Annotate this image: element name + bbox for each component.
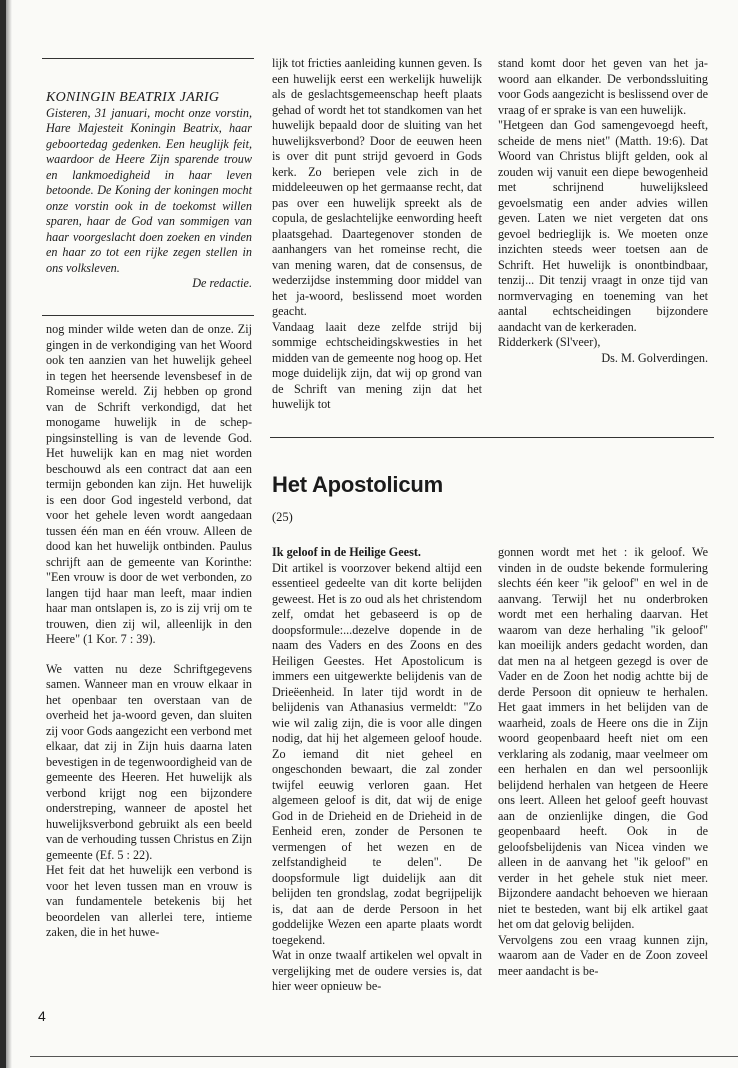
beatrix-title: KONINGIN BEATRIX JARIG: [46, 90, 220, 105]
apostolicum-heading: Het Apostolicum: [272, 472, 443, 497]
huwelijk-col1-para-2: We vatten nu deze Schriftgegevens samen. Wanneer man en vrouw elkaar in het openbaar ten overstaan van de overheid het ja-woord geven, dan sluiten zij voor Gods aangezicht een verbond met elkaar, dat zij in Zijn huis daarna laten bevestigen in de tegenwoordigheid van de gemeente des Heeren. Het huwelijk als verbond krijgt nog een bijzondere onderstreping, wanneer de apostel het huwelijksverbond gebruikt als een beeld van de verhouding tussen Christus en Zijn gemeente (Ef. 5 : 22).: [46, 661, 252, 862]
signature-place: Ridderkerk (Sl'veer),: [498, 335, 601, 349]
box-top-rule: [42, 58, 254, 59]
apostolicum-number: (25): [272, 510, 293, 524]
beatrix-announcement: [46, 90, 252, 292]
huwelijk-column-3: [498, 56, 708, 366]
page-number: 4: [38, 1008, 46, 1024]
apostolicum-column-2: [498, 545, 708, 979]
apostolicum-column-1: [272, 545, 482, 995]
huwelijk-col2-para-2: Vandaag laait deze zelfde strijd bij sommige echtscheidingskwesties in het midden van de gemeente nog hoog op. Het moge duidelijk zijn, dat wij op grond van de Schrift van mening zijn dat het huwelijk tot: [272, 319, 482, 411]
beatrix-text: Gisteren, 31 januari, mocht onze vorstin, Hare Majesteit Koningin Beatrix, haar geboortedag gedenken. Een heuglijk feit, waardoor de Heere Zijn sparende trouw en lankmoedigheid in haar leven betoonde. De Koning der koningen mocht onze vorstin ook in de toekomst willen sparen, haar de God van sommigen van haar voorgeslacht doen zoeken en vinden en haar zo tot een rijke zegen stellen in ons volksleven.: [46, 105, 252, 275]
huwelijk-column-2: [272, 56, 482, 413]
apostolicum-col1-para-1: Dit artikel is voorzover bekend altijd een essentieel gedeelte van dit korte belijden geweest. Het is zo oud als het christendom zelf, omdat het gebaseerd is op de doopsformule:...dezelve dopende in de naam des Vaders en des Zoons en des Heiligen Geestes. Het Apostolicum is immers een uitgewerkte belijdenis van de Drieëenheid. In later tijd wordt in de belijdenis van Athanasius vermeldt: "Zo wie wil zalig zijn, die is voor alle dingen nodig, dat hij het algemeen geloof houde. Zo iemand dit niet geheel en ongeschonden bewaart, die zal zonder twijfel eeuwig verloren gaan. Het algemeen geloof is dit, dat wij de enige God in de Drieheid en de Drieheid in de Eenheid eren, zonder de Personen te vermengen of het wezen en de zelfstandigheid te delen". De doopsformule ligt duidelijk aan dit belijden ten grondslag, zodat begrijpelijk is, dat aan de derde Persoon in het goddelijke Wezen een aparte plaats wordt toegekend.: [272, 560, 482, 947]
huwelijk-col1-para-1: nog minder wilde weten dan de onze. Zij gingen in de verkondiging van het Woord ook ten aanzien van het huwelijk geheel in tegen het heersende levensbesef in de Romeinse wereld. Zij hebben op grond van de Schrift verkondigd, dat het monogame huwelijk in de scheppingsinstelling is van de levende God. Het huwelijk kan en mag niet worden beschouwd als een contract dat aan een termijn gebonden kan zijn. Het huwelijk is een door God ingesteld verbond, dat voor het gehele leven wordt aangedaan tussen één man en één vrouw. Alleen de dood kan het huwelijk ontbinden. Paulus schrijft aan de gemeente van Korinthe: "Een vrouw is door de wet verbonden, zo langen tijd haar man leeft, maar indien haar man ontslapen is, zo is zij vrij om te trouwen, dien zij wil, alleenlijk in den Heere" (1 Kor. 7 : 39).: [46, 322, 252, 646]
apostolicum-col2-para-2: Vervolgens zou een vraag kunnen zijn, waarom aan de Vader en de Zoon zoveel meer aandacht is be-: [498, 932, 708, 978]
apostolicum-col2-para-1: gonnen wordt met het : ik geloof. We vinden in de oudste bekende formulering slechts één keer "ik geloof" en wel in de aanvang. Terwijl het nu onderbroken wordt met een herhaling daarvan. Het waarom van deze herhaling "ik geloof" kan moeilijk anders gedacht worden, dan dat men na al hetgeen gezegd is over de Vader en de Zoon het nodig achtte bij de derde Persoon dit opnieuw te herhalen. Het gaat immers in het belijden van de waarheid, zoals de Heere ons die in Zijn woord geopenbaard heeft niet om een verklaring als zodanig, maar veelmeer om een herhalen en dan wel persoonlijk belijdend herhalen van hetgeen de Heere ons leert. Alleen het geloof geeft houvast aan de onzienlijke dingen, die God geopenbaard heeft. Ook in de geloofsbelijdenis van Nicea vinden we alleen in de aanvang het "ik geloof" en verder in het gehele stuk niet meer. Bijzondere aandacht behoeven we hieraan niet te besteden, want bij elk artikel gaat het om dat gelovig belijden.: [498, 545, 708, 931]
huwelijk-col3-para-1: stand komt door het geven van het ja-woord aan elkander. De verbondssluiting voor Gods aangezicht is beslissend over de vraag of er sprake is van een huwelijk.: [498, 56, 708, 117]
apostolicum-subheading: Ik geloof in de Heilige Geest.: [272, 545, 421, 559]
apostolicum-col1-para-2: Wat in onze twaalf artikelen wel opvalt in vergelijking met de oudere versies is, dat hier weer opnieuw be-: [272, 948, 482, 993]
huwelijk-col3-para-2: "Hetgeen dan God samengevoegd heeft, scheide de mens niet" (Matth. 19:6). Dat Woord van Christus blijft gelden, ook al zouden wij vanuit een diepe bewogenheid met schrijnend huwelijksleed gevoelsmatig een ander advies willen geven. Laten we niet vergeten dat ons gevoel bedrieglijk is. We moeten onze inzichten steeds weer toetsen aan de Schrift. Het huwelijk is onontbindbaar, tenzij... Dit tenzij vraagt in onze tijd van normvervaging en toeneming van het aantal echtscheidingen bijzondere aandacht van de kerkeraden.: [498, 118, 708, 334]
section-divider-rule: [270, 437, 714, 438]
huwelijk-col1-para-3: Het feit dat het huwelijk een verbond is voor het leven tussen man en vrouw is van fundamentele betekenis bij het beoordelen van allerlei tere, intieme zaken, die in het huwe-: [46, 863, 252, 939]
huwelijk-column-1: [46, 322, 252, 941]
beatrix-sign: De redactie.: [192, 276, 252, 290]
page-bottom-rule: [30, 1056, 738, 1057]
signature-name: Ds. M. Golverdingen.: [601, 350, 708, 365]
huwelijk-col2-para-1: lijk tot fricties aanleiding kunnen geven. Is een huwelijk eerst een werkelijk huwelijk als de geslachtsgemeenschap heeft plaats gehad of wordt het tot standkomen van het huwelijk bepaald door de sluiting van het huwelijksverbond? Door de eeuwen heen is over dit punt strijd gevoerd in Gods kerk. Zo beriepen vele zich in de middeleeuwen op het germaanse recht, dat pas over een huwelijk spreekt als de copula, de geslachtelijke eenwording heeft plaatsgehad. Daartegenover stonden de aanhangers van het romeinse recht, die van mening waren, dat de consensus, de wederzijdse instemming door middel van het ja-woord, beslissend moet worden geacht.: [272, 56, 482, 318]
scan-edge-gradient: [6, 0, 12, 1068]
box-bottom-rule: [42, 315, 254, 316]
